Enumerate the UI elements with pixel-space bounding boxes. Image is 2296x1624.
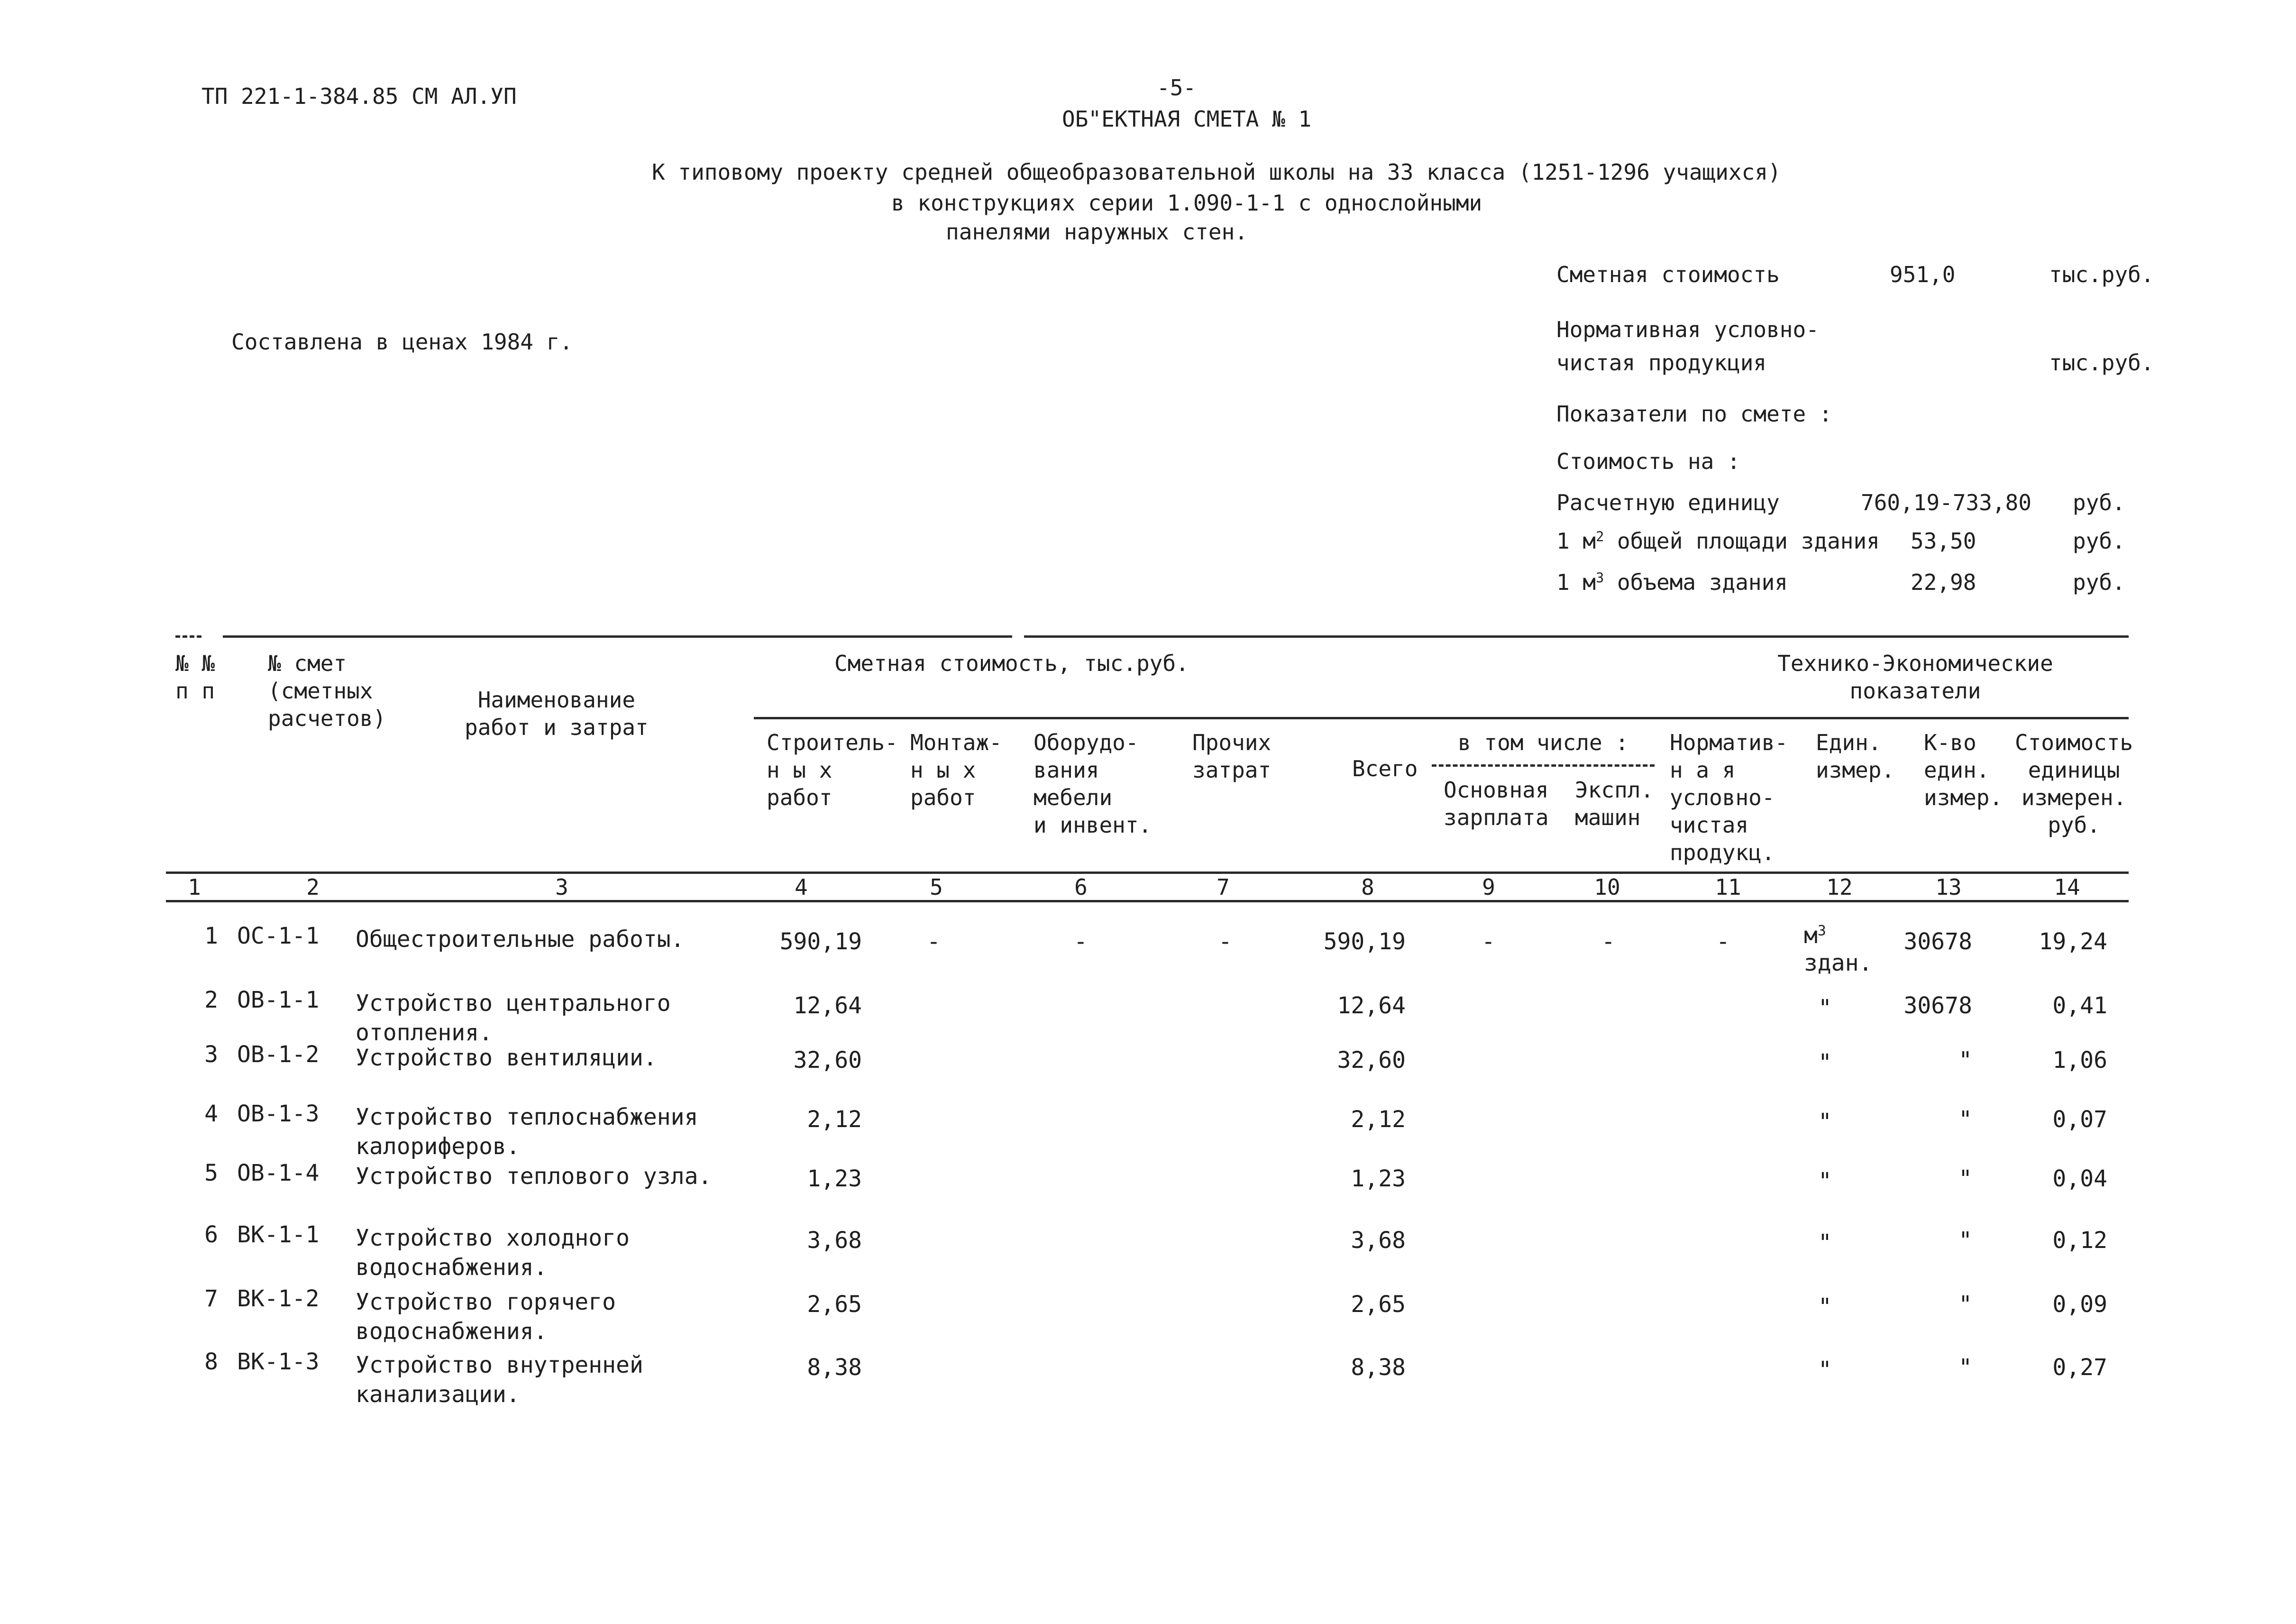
cell-c12: " (1818, 1294, 1832, 1320)
col7-header: Прочих затрат (1192, 730, 1271, 783)
incl-dashed-rule (1432, 764, 1655, 767)
cell-c8: 12,64 (1337, 992, 1406, 1019)
cell-c12: " (1818, 1168, 1832, 1194)
cell-c13: 30678 (1903, 928, 1972, 955)
compiled-prices-note: Составлена в ценах 1984 г. (231, 329, 573, 355)
tech-group-header: Технико-Экономические показатели (1777, 651, 2053, 704)
cell-code: ВК-1-3 (237, 1349, 320, 1375)
column-number: 13 (1935, 874, 1962, 900)
cell-c8: 1,23 (1351, 1165, 1406, 1192)
cell-c13: " (1958, 1227, 1972, 1254)
column-number: 1 (188, 874, 201, 900)
cell-code: ОВ-1-1 (237, 987, 320, 1013)
col5-header: Монтаж- н ы х работ (910, 730, 1002, 810)
col11-header: Норматив- н а я условно- чистая продукц. (1670, 730, 1788, 865)
cell-c14: 1,06 (2052, 1047, 2107, 1073)
column-numbers-bottom-rule (166, 900, 2129, 902)
table-rule-stub (175, 635, 201, 638)
cell-c4: 3,68 (807, 1227, 862, 1254)
volume-cost-label: 1 $м^3$ объема здания (1556, 569, 1788, 595)
cell-c14: 19,24 (2039, 928, 2107, 955)
cell-c8: 3,68 (1351, 1227, 1406, 1254)
normative-label-line-1: Нормативная условно- (1556, 317, 1819, 342)
column-number: 7 (1217, 874, 1230, 900)
cell-c13: " (1958, 1106, 1972, 1133)
column-number: 2 (306, 874, 320, 900)
cell-n: 7 (204, 1285, 218, 1312)
col1-header: № № п п (175, 651, 215, 704)
cell-c13: " (1958, 1291, 1972, 1318)
incl-header: в том числе : (1458, 730, 1629, 755)
col9-header: Основная зарплата (1444, 777, 1549, 830)
column-number: 6 (1074, 874, 1088, 900)
unit-cost-value: 760,19-733,80 (1861, 490, 2032, 515)
table-header-bottom-rule (166, 872, 2129, 874)
column-number: 8 (1361, 874, 1374, 900)
cell-n: 2 (204, 987, 218, 1013)
cell-c13: " (1958, 1165, 1972, 1192)
normative-unit: тыс.руб. (2049, 350, 2154, 376)
col8-header: Всего (1352, 756, 1418, 781)
unit-cost-label: Расчетную единицу (1556, 490, 1780, 515)
cell-c14: 0,12 (2052, 1227, 2107, 1254)
cell-c12: " (1818, 1229, 1832, 1256)
cell-c4: 12,64 (793, 992, 862, 1019)
col13-header: К-во един. измер. (1924, 730, 2003, 810)
cell-c8: 2,65 (1351, 1291, 1406, 1318)
cell-work-name: Устройство теплоснабжения калориферов. (356, 1104, 698, 1160)
cell-code: ОВ-1-4 (237, 1160, 320, 1186)
col4-header: Строитель- н ы х работ (767, 730, 898, 810)
cost-per-label: Стоимость на : (1556, 449, 1740, 474)
cell-code: ВК-1-1 (237, 1221, 320, 1248)
cell-c8: 590,19 (1323, 928, 1406, 955)
cell-code: ОС-1-1 (237, 923, 320, 949)
cell-c4: 8,38 (807, 1354, 862, 1381)
cell-c8: 8,38 (1351, 1354, 1406, 1381)
column-number: 14 (2054, 874, 2080, 900)
area-cost-label: 1 $м^2$ общей площади здания (1556, 528, 1880, 554)
cell-c5: - (927, 928, 941, 955)
indicators-label: Показатели по смете : (1556, 401, 1832, 427)
cell-work-name: Устройство внутренней канализации. (356, 1352, 643, 1408)
cell-work-name: Устройство теплового узла. (356, 1163, 712, 1190)
table-top-rule-right (1024, 635, 2129, 638)
cell-c12: " (1818, 995, 1832, 1021)
cell-c8: 32,60 (1337, 1047, 1406, 1073)
cell-c8: 2,12 (1351, 1106, 1406, 1133)
cell-n: 4 (204, 1101, 218, 1127)
cell-c14: 0,07 (2052, 1106, 2107, 1133)
cell-n: 1 (204, 923, 218, 949)
estimated-cost-value: 951,0 (1890, 262, 1956, 287)
cell-c12: $м^3$ здан. (1804, 922, 1873, 976)
column-number: 12 (1826, 874, 1853, 900)
cell-n: 3 (204, 1041, 218, 1068)
cell-code: ОВ-1-3 (237, 1101, 320, 1127)
cell-c11: - (1716, 928, 1730, 955)
cell-c4: 1,23 (807, 1165, 862, 1192)
cell-work-name: Общестроительные работы. (356, 926, 685, 953)
table-top-rule-left (223, 635, 1012, 638)
col2-header: № смет (сметных расчетов) (268, 651, 386, 731)
cell-c4: 32,60 (793, 1047, 862, 1073)
cell-c4: 2,12 (807, 1106, 862, 1133)
cell-c6: - (1074, 928, 1088, 955)
document-code: ТП 221-1-384.85 СМ АЛ.УП (201, 83, 517, 109)
cell-c10: - (1601, 928, 1615, 955)
col10-header: Экспл. машин (1575, 777, 1654, 830)
col3-header: Наименование работ и затрат (465, 687, 649, 740)
cell-c4: 2,65 (807, 1291, 862, 1318)
volume-cost-value: 22,98 (1911, 569, 1976, 595)
col14-header: Стоимость единицы измерен. руб. (2015, 730, 2133, 838)
cell-c14: 0,41 (2052, 992, 2107, 1019)
cell-c9: - (1482, 928, 1495, 955)
col6-header: Оборудо- вания мебели и инвент. (1034, 730, 1152, 838)
subtitle-line-3: панелями наружных стен. (946, 219, 1248, 245)
cell-c4: 590,19 (779, 928, 862, 955)
cell-code: ВК-1-2 (237, 1285, 320, 1312)
cell-c12: " (1818, 1049, 1832, 1076)
cell-code: ОВ-1-2 (237, 1041, 320, 1068)
column-number: 5 (930, 874, 943, 900)
table-group-rule (754, 717, 2129, 719)
cell-work-name: Устройство горячего водоснабжения. (356, 1289, 616, 1345)
cell-n: 6 (204, 1221, 218, 1248)
estimated-cost-unit: тыс.руб. (2049, 262, 2154, 287)
unit-cost-unit: руб. (2073, 490, 2125, 515)
cell-c12: " (1818, 1109, 1832, 1135)
cell-c13: " (1958, 1047, 1972, 1073)
cell-n: 5 (204, 1160, 218, 1186)
area-cost-unit: руб. (2073, 528, 2125, 554)
cell-work-name: Устройство центрального отопления. (356, 990, 671, 1046)
cell-c14: 0,04 (2052, 1165, 2107, 1192)
cell-c7: - (1218, 928, 1232, 955)
cell-c14: 0,09 (2052, 1291, 2107, 1318)
cell-c14: 0,27 (2052, 1354, 2107, 1381)
column-number: 4 (795, 874, 808, 900)
column-number: 3 (555, 874, 568, 900)
cell-work-name: Устройство холодного водоснабжения. (356, 1225, 630, 1281)
col12-header: Един. измер. (1816, 730, 1895, 783)
cell-c12: " (1818, 1357, 1832, 1383)
cell-c13: " (1958, 1354, 1972, 1381)
area-cost-value: 53,50 (1911, 528, 1976, 554)
document-title: ОБ"ЕКТНАЯ СМЕТА № 1 (1062, 106, 1312, 132)
subtitle-line-2: в конструкциях серии 1.090-1-1 с однослойными (891, 190, 1482, 216)
cell-work-name: Устройство вентиляции. (356, 1045, 657, 1071)
cell-c13: 30678 (1903, 992, 1972, 1019)
volume-cost-unit: руб. (2073, 569, 2125, 595)
normative-label-line-2: чистая продукция (1556, 350, 1767, 376)
column-number: 10 (1594, 874, 1620, 900)
cell-n: 8 (204, 1349, 218, 1375)
estimated-cost-label: Сметная стоимость (1556, 262, 1780, 287)
column-number: 9 (1482, 874, 1495, 900)
column-number: 11 (1715, 874, 1741, 900)
page-number: -5- (1157, 75, 1197, 101)
subtitle-line-1: К типовому проекту средней общеобразовательной школы на 33 класса (1251-1296 учащихся) (652, 159, 1781, 185)
cost-group-header: Сметная стоимость, тыс.руб. (834, 651, 1189, 676)
